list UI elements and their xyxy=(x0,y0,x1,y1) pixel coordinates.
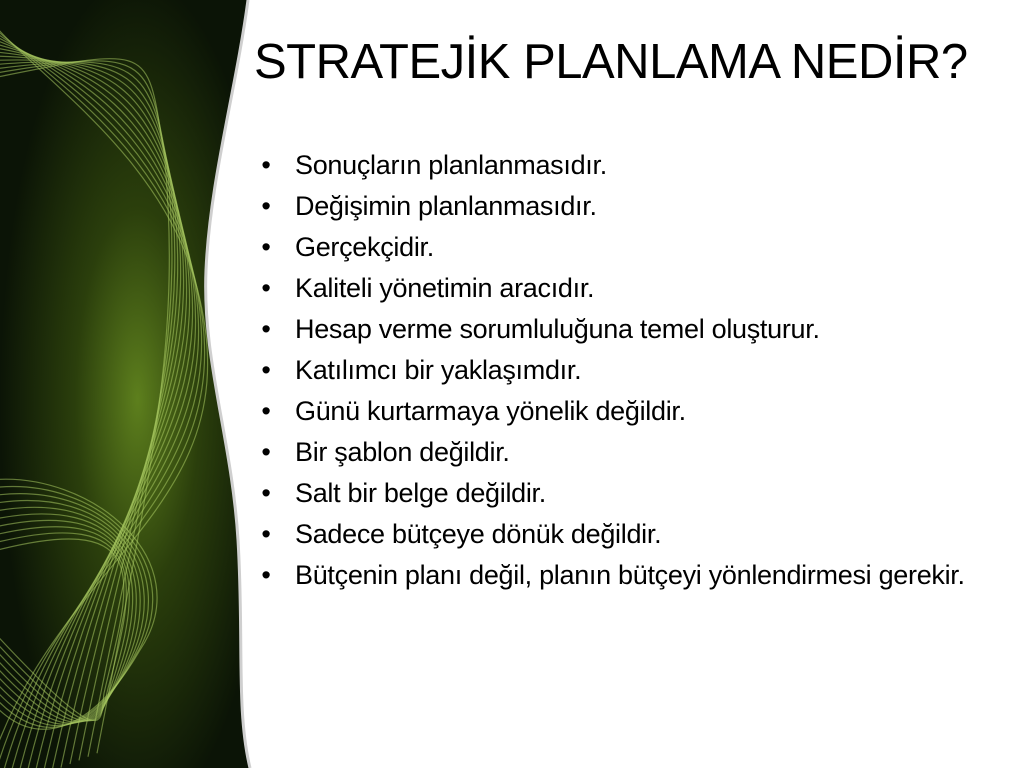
bullet-dot-icon: • xyxy=(261,191,271,221)
bullet-text: Bütçenin planı değil, planın bütçeyi yönlendirmesi gerekir. xyxy=(295,560,965,590)
bullet-dot-icon: • xyxy=(261,396,271,426)
bullet-item xyxy=(256,437,1006,468)
bullet-list xyxy=(256,150,1006,601)
bullet-dot-icon: • xyxy=(261,314,271,344)
bullet-dot-icon: • xyxy=(261,273,271,303)
bullet-text: Günü kurtarmaya yönelik değildir. xyxy=(295,396,686,426)
bullet-item xyxy=(256,519,1006,550)
bullet-text: Katılımcı bir yaklaşımdır. xyxy=(295,355,582,385)
bullet-dot-icon: • xyxy=(261,232,271,262)
bullet-item xyxy=(256,232,1006,263)
bullet-item xyxy=(256,478,1006,509)
bullet-item xyxy=(256,396,1006,427)
bullet-text: Değişimin planlanmasıdır. xyxy=(295,191,597,221)
bullet-text: Sadece bütçeye dönük değildir. xyxy=(295,519,662,549)
decorative-panel xyxy=(0,0,260,768)
bullet-item xyxy=(256,191,1006,222)
slide-title: STRATEJİK PLANLAMA NEDİR? xyxy=(254,35,968,89)
bullet-dot-icon: • xyxy=(261,519,271,549)
bullet-item xyxy=(256,150,1006,181)
bullet-text: Kaliteli yönetimin aracıdır. xyxy=(295,273,595,303)
bullet-dot-icon: • xyxy=(261,478,271,508)
bullet-item xyxy=(256,560,1006,591)
bullet-text: Bir şablon değildir. xyxy=(295,437,510,467)
bullet-text: Hesap verme sorumluluğuna temel oluşturur. xyxy=(295,314,820,344)
bullet-item xyxy=(256,355,1006,386)
bullet-dot-icon: • xyxy=(261,437,271,467)
bullet-text: Gerçekçidir. xyxy=(295,232,434,262)
bullet-item xyxy=(256,273,1006,304)
bullet-text: Salt bir belge değildir. xyxy=(295,478,546,508)
bullet-item xyxy=(256,314,1006,345)
bullet-dot-icon: • xyxy=(261,560,271,590)
bullet-dot-icon: • xyxy=(261,150,271,180)
bullet-dot-icon: • xyxy=(261,355,271,385)
bullet-text: Sonuçların planlanmasıdır. xyxy=(295,150,607,180)
